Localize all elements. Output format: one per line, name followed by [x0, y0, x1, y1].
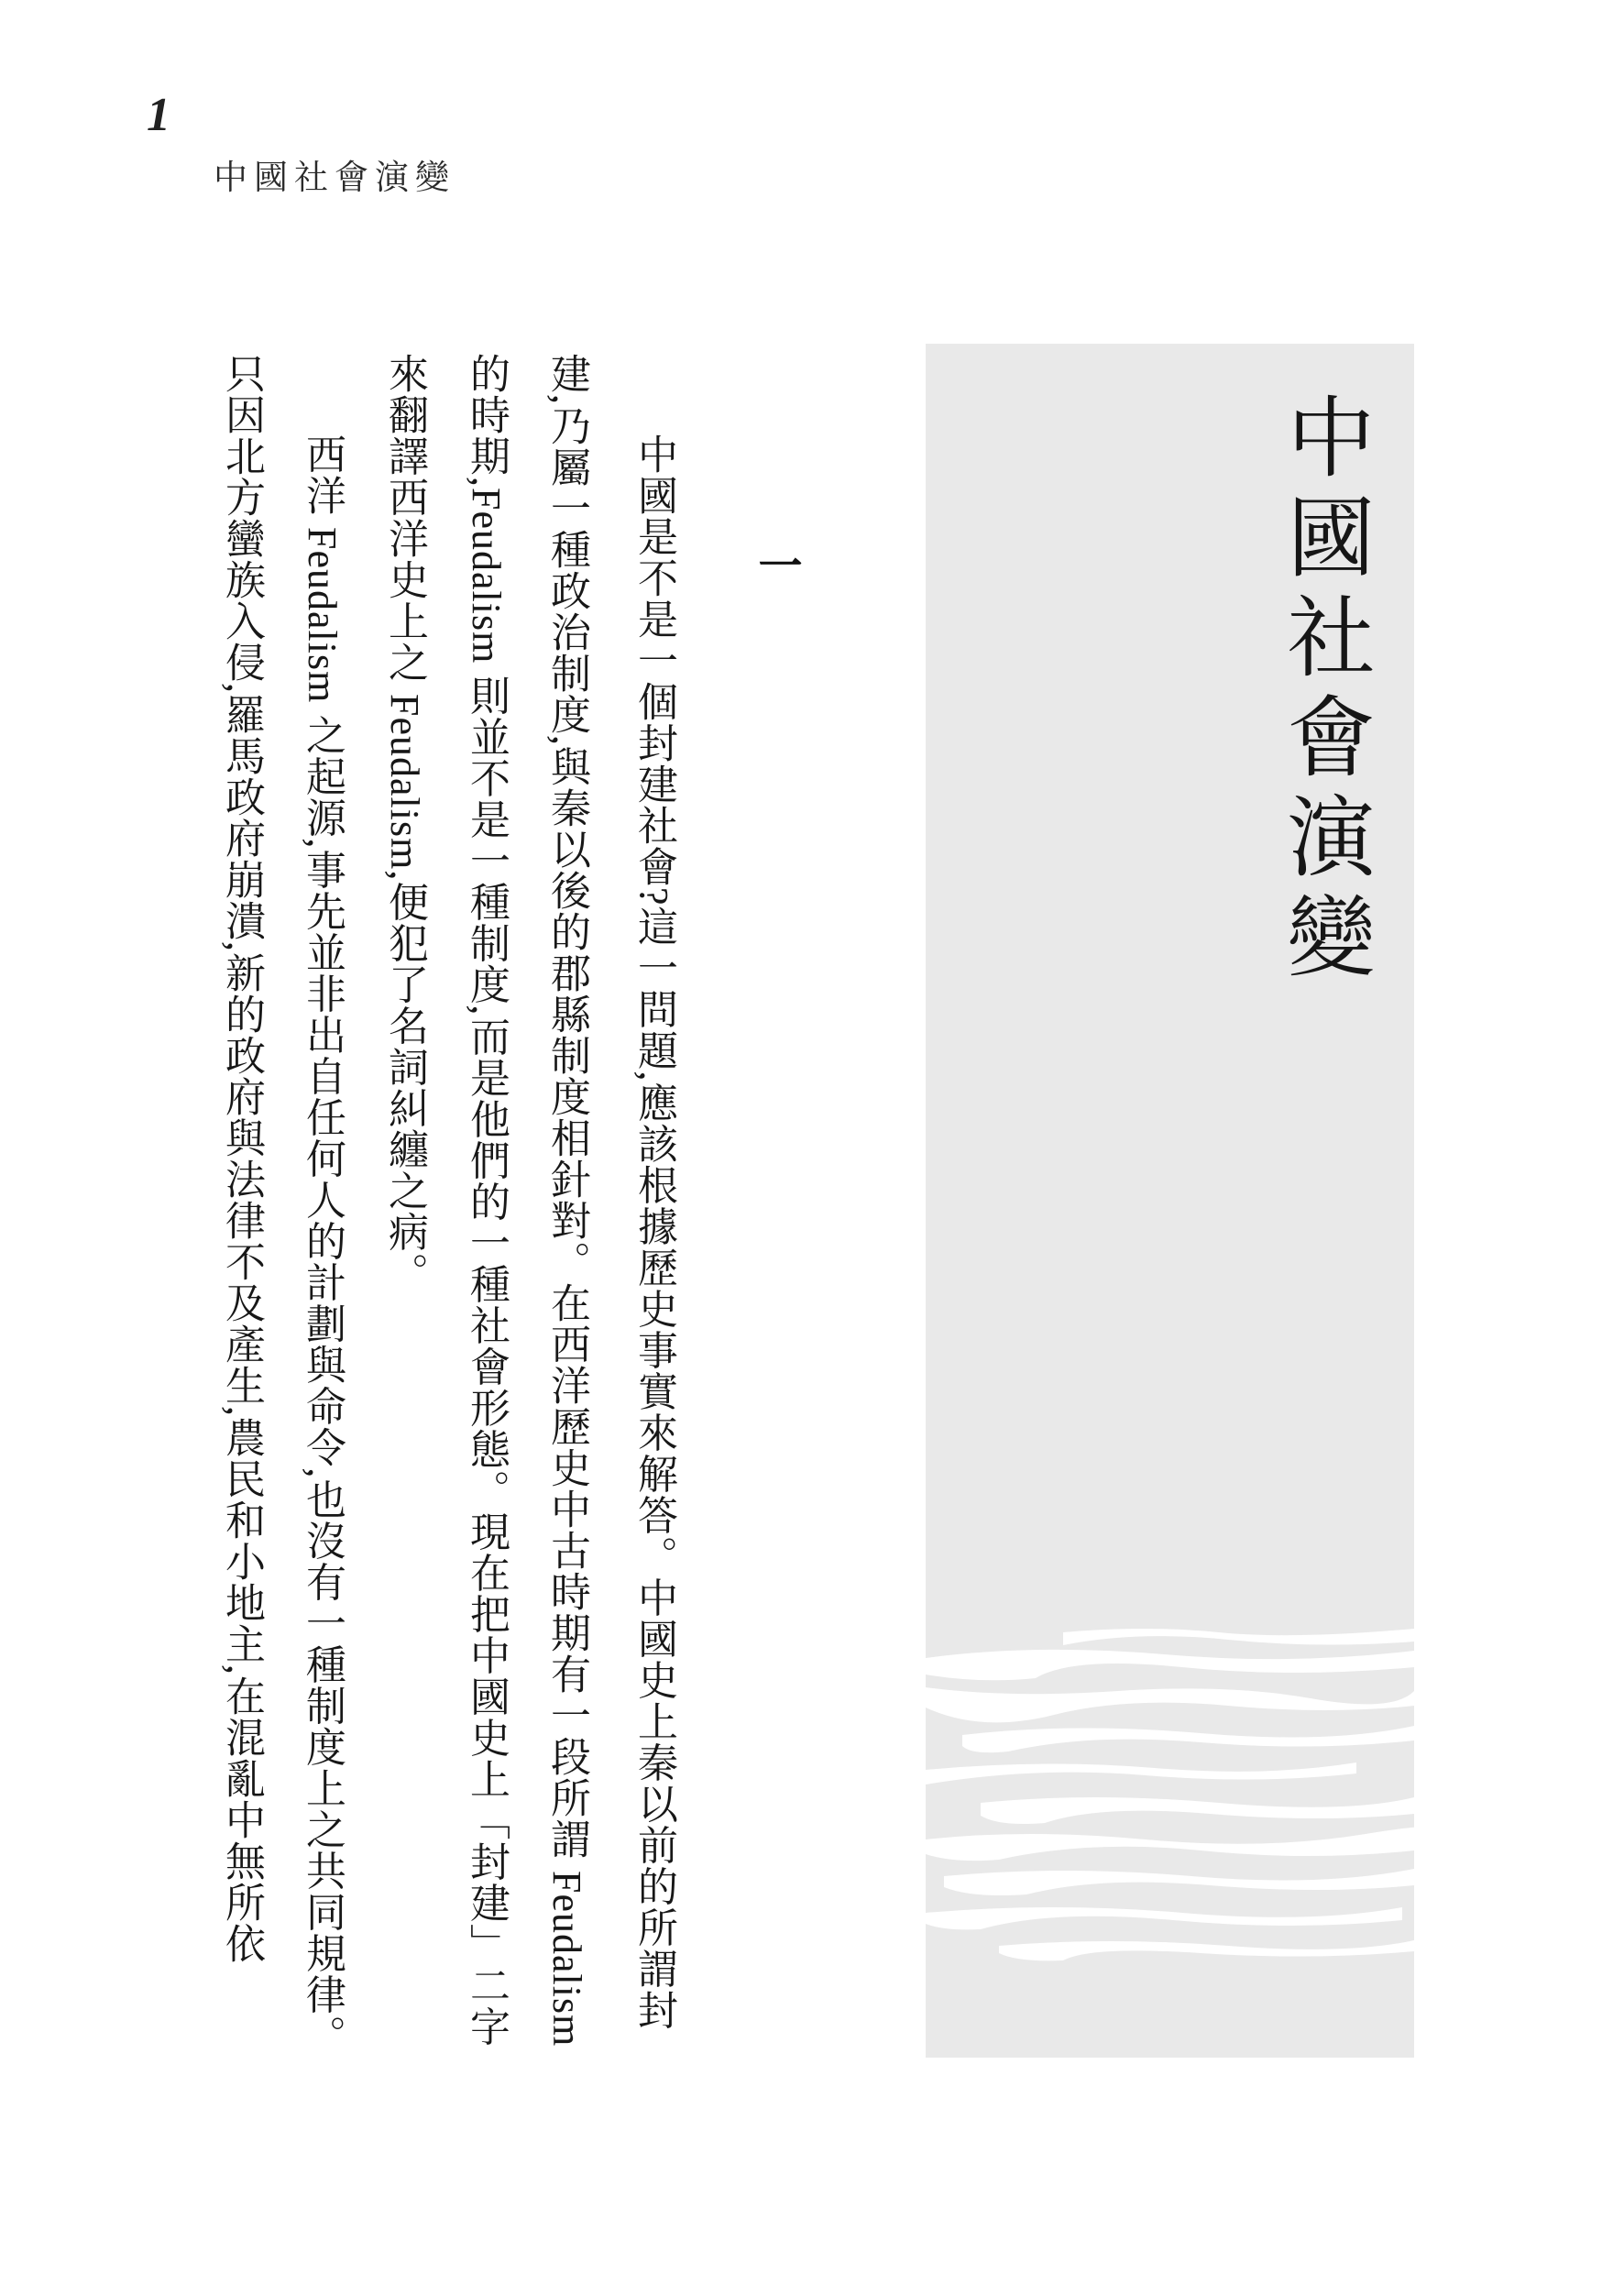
- text-column-2: 建,乃屬一種政治制度,與秦以後的郡縣制度相針對。在西洋歷史中古時期有一段所謂 Feudalism: [544, 353, 589, 2048]
- chapter-title-band: [926, 344, 1414, 2058]
- text-column-5: 西洋 Feudalism 之起源,事先並非出自任何人的計劃與命令,也沒有一種制度上之共同規律。: [300, 434, 345, 2057]
- running-header: 中國社會演變: [214, 159, 455, 196]
- text-column-3: 的時期,Feudalism 則並不是一種制度,而是他們的一種社會形態。現在把中國史上「封建」二字: [464, 353, 509, 2048]
- text-column-4: 來翻譯西洋史上之 Feudalism,便犯了名詞糾纏之病。: [382, 353, 427, 1294]
- brush-strokes-graphic: [926, 1627, 1414, 1975]
- section-number-marker: 一: [752, 543, 800, 587]
- page-number: 1: [147, 89, 170, 141]
- book-title-vertical: 中國社會演變: [1275, 391, 1373, 991]
- text-column-1: 中國是不是一個封建社會?這一問題,應該根據歷史事實來解答。中國史上秦以前的所謂封: [631, 434, 676, 2031]
- text-column-6: 只因北方蠻族入侵,羅馬政府崩潰,新的政府與法律不及產生,農民和小地主,在混亂中無所依: [219, 353, 264, 1964]
